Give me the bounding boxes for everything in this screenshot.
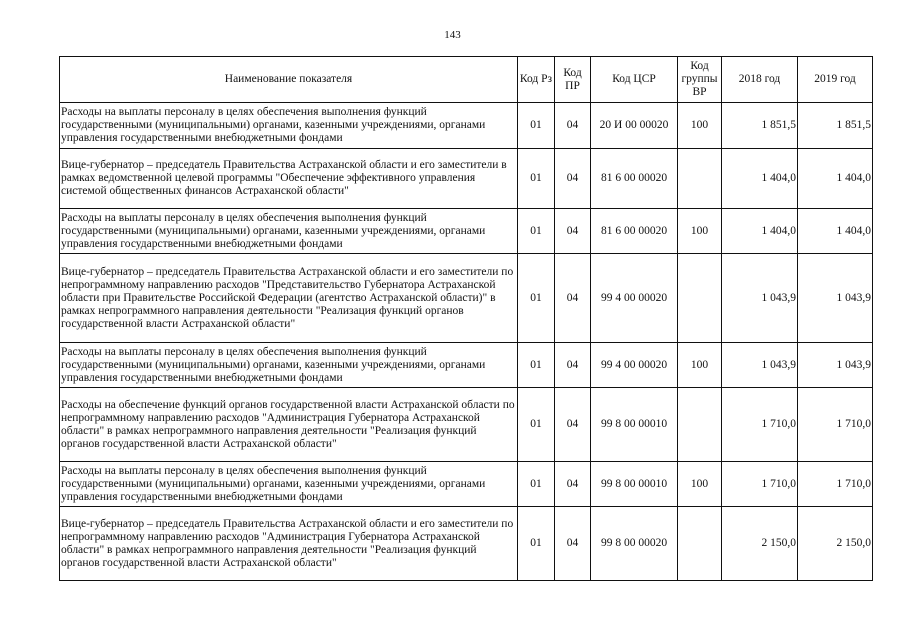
cell-year-2019: 1 404,0 <box>798 209 873 254</box>
cell-code-csr: 99 8 00 00010 <box>591 462 678 507</box>
header-code-pr: Код ПР <box>555 57 591 103</box>
cell-year-2018: 1 851,5 <box>722 103 798 149</box>
cell-code-pr: 04 <box>555 388 591 462</box>
cell-code-vr <box>678 254 722 343</box>
cell-code-vr: 100 <box>678 103 722 149</box>
table-row <box>60 254 873 343</box>
cell-indicator-name: Вице-губернатор – председатель Правительства Астраханской области и его заместители по непрограммному направлению расходов "Администрация Губернатора Астраханской области" в рамках непрограммного направления деятельности "Реализация функций органов государственной власти Астраханской области" <box>60 507 518 581</box>
table-row <box>60 103 873 149</box>
cell-indicator-name: Расходы на выплаты персоналу в целях обеспечения выполнения функций государственными (муниципальными) органами, казенными учреждениями, органами управления государственными внебюджетными фондами <box>60 209 518 254</box>
cell-code-vr: 100 <box>678 209 722 254</box>
page-number: 143 <box>444 29 461 41</box>
cell-code-csr: 81 6 00 00020 <box>591 149 678 209</box>
table-row <box>60 462 873 507</box>
cell-code-vr: 100 <box>678 462 722 507</box>
cell-code-vr <box>678 507 722 581</box>
table-header-row <box>60 57 873 103</box>
cell-indicator-name: Расходы на обеспечение функций органов государственной власти Астраханской области по непрограммному направлению расходов "Администрация Губернатора Астраханской области" в рамках непрограммного направления деятельности "Реализация функций органов государственной власти Астраханской области" <box>60 388 518 462</box>
table-row <box>60 507 873 581</box>
cell-year-2018: 2 150,0 <box>722 507 798 581</box>
cell-year-2018: 1 710,0 <box>722 462 798 507</box>
cell-indicator-name: Расходы на выплаты персоналу в целях обеспечения выполнения функций государственными (муниципальными) органами, казенными учреждениями, органами управления государственными внебюджетными фондами <box>60 103 518 149</box>
header-code-rz: Код Рз <box>518 57 555 103</box>
cell-code-vr <box>678 149 722 209</box>
cell-code-rz: 01 <box>518 507 555 581</box>
cell-code-rz: 01 <box>518 388 555 462</box>
cell-code-rz: 01 <box>518 462 555 507</box>
table-row <box>60 209 873 254</box>
cell-code-pr: 04 <box>555 149 591 209</box>
cell-year-2018: 1 404,0 <box>722 149 798 209</box>
cell-year-2018: 1 043,9 <box>722 343 798 388</box>
cell-year-2018: 1 404,0 <box>722 209 798 254</box>
cell-code-rz: 01 <box>518 209 555 254</box>
cell-year-2019: 1 043,9 <box>798 343 873 388</box>
cell-code-csr: 81 6 00 00020 <box>591 209 678 254</box>
cell-code-rz: 01 <box>518 343 555 388</box>
cell-code-vr: 100 <box>678 343 722 388</box>
table-row <box>60 343 873 388</box>
cell-code-vr <box>678 388 722 462</box>
cell-code-pr: 04 <box>555 507 591 581</box>
cell-year-2019: 1 043,9 <box>798 254 873 343</box>
cell-code-pr: 04 <box>555 103 591 149</box>
header-year-2018: 2018 год <box>722 57 798 103</box>
budget-table <box>59 56 873 581</box>
cell-code-pr: 04 <box>555 254 591 343</box>
cell-code-rz: 01 <box>518 149 555 209</box>
header-code-csr: Код ЦСР <box>591 57 678 103</box>
cell-indicator-name: Расходы на выплаты персоналу в целях обеспечения выполнения функций государственными (муниципальными) органами, казенными учреждениями, органами управления государственными внебюджетными фондами <box>60 462 518 507</box>
cell-code-csr: 99 8 00 00020 <box>591 507 678 581</box>
cell-code-pr: 04 <box>555 343 591 388</box>
table-row <box>60 149 873 209</box>
cell-year-2018: 1 710,0 <box>722 388 798 462</box>
cell-code-rz: 01 <box>518 254 555 343</box>
cell-code-pr: 04 <box>555 209 591 254</box>
cell-code-csr: 99 4 00 00020 <box>591 343 678 388</box>
cell-year-2019: 1 710,0 <box>798 462 873 507</box>
cell-year-2019: 2 150,0 <box>798 507 873 581</box>
cell-code-rz: 01 <box>518 103 555 149</box>
cell-year-2019: 1 404,0 <box>798 149 873 209</box>
header-code-vr: Код группы ВР <box>678 57 722 103</box>
cell-code-csr: 99 4 00 00020 <box>591 254 678 343</box>
header-year-2019: 2019 год <box>798 57 873 103</box>
cell-code-csr: 99 8 00 00010 <box>591 388 678 462</box>
cell-indicator-name: Вице-губернатор – председатель Правительства Астраханской области и его заместители в рамках ведомственной целевой программы "Обеспечение эффективного управления системой общественных финансов Астраханской области" <box>60 149 518 209</box>
cell-code-csr: 20 И 00 00020 <box>591 103 678 149</box>
cell-year-2019: 1 851,5 <box>798 103 873 149</box>
header-indicator-name: Наименование показателя <box>60 57 518 103</box>
cell-indicator-name: Вице-губернатор – председатель Правительства Астраханской области и его заместители по непрограммному направлению расходов "Представительство Губернатора Астраханской области при Правительстве Российской Федерации (агентство Астраханской области)" в рамках непрограммного направления деятельности "Реализация функций органов государственной власти Астраханской области" <box>60 254 518 343</box>
cell-year-2019: 1 710,0 <box>798 388 873 462</box>
table-row <box>60 388 873 462</box>
cell-year-2018: 1 043,9 <box>722 254 798 343</box>
cell-code-pr: 04 <box>555 462 591 507</box>
cell-indicator-name: Расходы на выплаты персоналу в целях обеспечения выполнения функций государственными (муниципальными) органами, казенными учреждениями, органами управления государственными внебюджетными фондами <box>60 343 518 388</box>
